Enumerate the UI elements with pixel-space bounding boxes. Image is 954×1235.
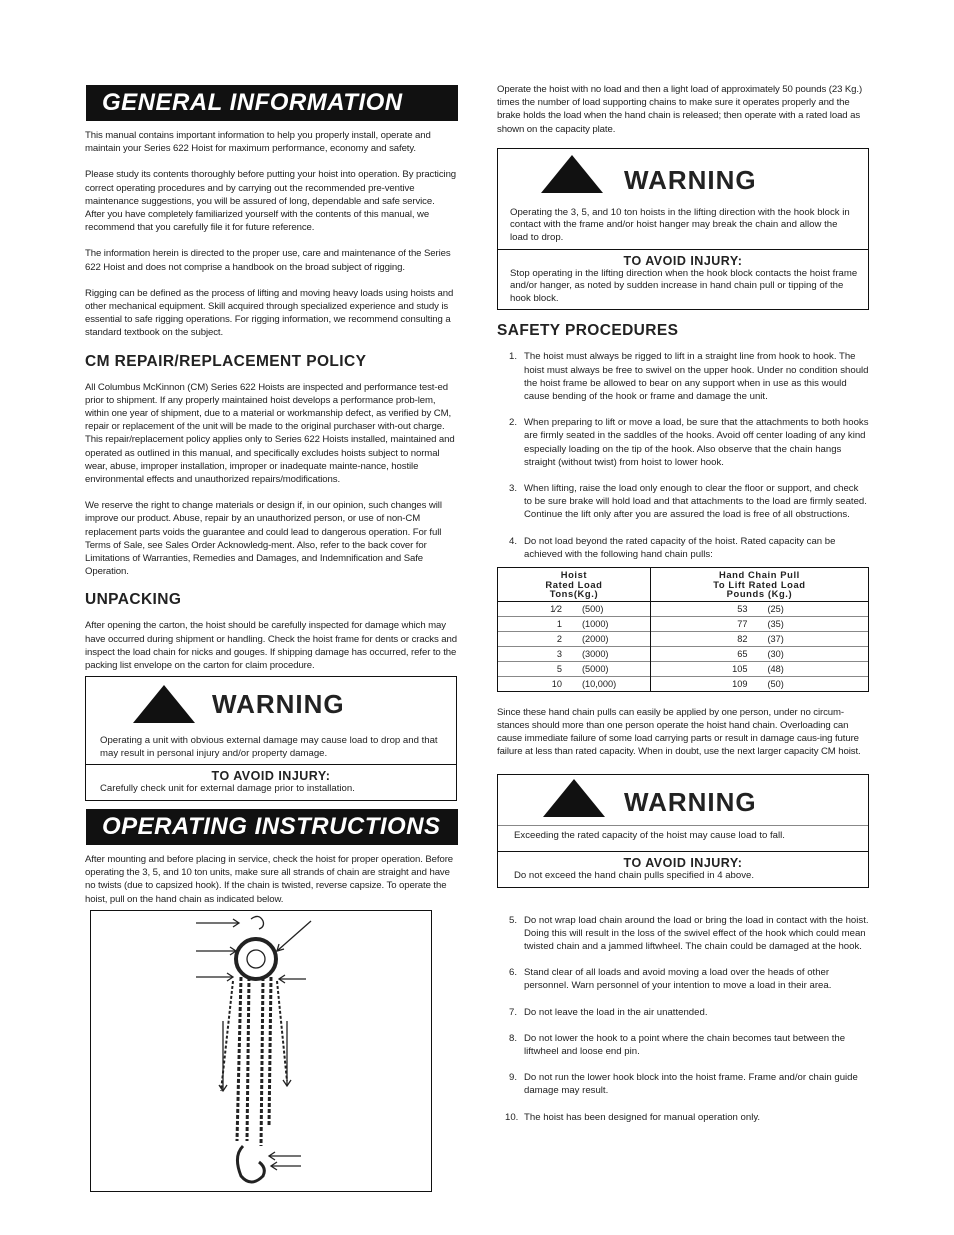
operating-instructions-title: OPERATING INSTRUCTIONS xyxy=(86,809,458,845)
table-row: 5 (5000) 105 (48) xyxy=(498,661,869,676)
list-item: 6. Stand clear of all loads and avoid moving a load over the heads of other personnel. Warn personnel of your intention to move a load in their area. xyxy=(509,967,832,992)
avoid-injury-text: Do not exceed the hand chain pulls specified in 4 above. xyxy=(514,869,755,881)
warning-title: WARNING xyxy=(624,164,757,195)
warning-text: Operating the 3, 5, and 10 ton hoists in the lifting direction with the hook block in contact with the frame and/or hoist hanger may break the chain and allow the load to drop. xyxy=(510,206,850,243)
warning-text: Operating a unit with obvious external damage may cause load to drop and that may result in personal injury and/or property damage. xyxy=(100,735,438,759)
list-item: 9. Do not run the lower hook block into the hoist frame. Frame and/or chain guide damage may result. xyxy=(509,1072,858,1097)
list-item: 2. When preparing to lift or move a load, be sure that the attachments to both hooks are firmly seated in the saddles of the hooks. Avoid off center loading of any kind especially loading on the tip of the hook. Also observe that the chain hangs straight (without twist) from hoist to lower hook. xyxy=(509,417,869,468)
list-item: 1. The hoist must always be rigged to lift in a straight line from hook to hook. The hoist must always be free to swivel on the upper hook. Under no condition should the hoist frame be allowed to bear on any support when in use as this would cause bending of the hook or frame and damage the unit. xyxy=(509,351,869,402)
warning-triangle-icon xyxy=(543,779,605,817)
repair-paragraph: All Columbus McKinnon (CM) Series 622 Hoists are inspected and performance test-ed prior to shipment. If any properly maintained hoist develops a performance prob-lem, within one year of shipment, due to a material or workmanship defect, as verified by CM, repair or replacement of the unit will be made to the original purchaser with-out charge. This repair/replacement policy applies only to Series 622 Hoists installed, maintained and operated as outlined in this manual, and specifically excludes hoists subject to normal wear, abuse, improper installation, improper or inadequate mainte-nance, hostile environmental effects and unauthorized repairs/modifications. xyxy=(85,381,455,486)
unpacking-heading: UNPACKING xyxy=(85,591,182,609)
warning-triangle-icon xyxy=(133,685,195,723)
warning-box-hook-block xyxy=(497,148,869,311)
table-row: 1 (1000) 77 (35) xyxy=(498,616,869,631)
table-row: 3 (3000) 65 (30) xyxy=(498,646,869,661)
list-item: 3. When lifting, raise the load only enough to clear the floor or support, and check to be sure brake will hold load and that attachments to the load are firmly seated. Continue the lift only after you are assured the load is free of all obstructions. xyxy=(509,483,867,521)
table-row: 10 (10,000) 109 (50) xyxy=(498,676,869,691)
warning-title: WARNING xyxy=(624,787,757,818)
hoist-figure xyxy=(90,910,432,1192)
safety-list-a xyxy=(497,350,869,561)
avoid-injury-heading: TO AVOID INJURY: xyxy=(86,764,456,783)
warning-box-capacity xyxy=(497,774,869,887)
safety-list-b xyxy=(497,914,869,1124)
repair-paragraph: We reserve the right to change materials or design if, in our opinion, such changes will improve our product. Abuse, repair by an unauthorized person, or use of non-CM replacement parts voids the guarantee and could lead to dangerous operation. For full Terms of Sale, see Sales Order Acknowledg-ment. Also, refer to the back cover for Limitations of Warranties, Remedies and Damages, and Indemnification and Safe Operation. xyxy=(85,500,442,578)
general-paragraph: The information herein is directed to the proper use, care and maintenance of the Series 622 Hoist and does not comprise a handbook on the broad subject of rigging. xyxy=(85,248,451,273)
operating-paragraph: After mounting and before placing in service, check the hoist for proper operation. Before operating the 3, 5, and 10 ton units, make sure all strands of chain are straight and have no twists (due to capsized hook). If the chain is twisted, reverse capsize. To operate the hoist, pull on the hand chain as indicated below. xyxy=(85,854,454,905)
general-paragraph: This manual contains important information to help you properly install, operate and maintain your Series 622 Hoist for maximum performance, economy and safety. xyxy=(85,130,431,155)
left-column xyxy=(85,85,457,919)
list-item: 4. Do not load beyond the rated capacity of the hoist. Rated capacity can be achieved with the following hand chain pulls: xyxy=(509,535,836,560)
after-table-paragraph: Since these hand chain pulls can easily be applied by one person, under no circum-stances should more than one person operate the hoist hand chain. Overloading can cause immediate failure of some load carrying parts or result in damage caus-ing future failure at less than rated capacity. When in doubt, use the next larger capacity CM hoist. xyxy=(497,706,861,758)
right-column xyxy=(497,83,869,1137)
repair-policy-heading: CM REPAIR/REPLACEMENT POLICY xyxy=(85,352,367,370)
header-hand-chain-pull: Hand Chain Pull To Lift Rated Load Pounds (Kg.) xyxy=(650,568,868,602)
unpacking-paragraph: After opening the carton, the hoist should be carefully inspected for damage which may have occurred during shipment or handling. Check the hoist frame for dents or cracks and inspect the load chain for nicks and gouges. If shipping damage has occurred, refer to the packing list envelope on the carton for claim procedure. xyxy=(85,620,457,672)
header-hoist: Hoist Rated Load Tons(Kg.) xyxy=(498,568,651,602)
safety-procedures-heading: SAFETY PROCEDURES xyxy=(497,322,679,340)
list-item: 8. Do not lower the hook to a point where the chain becomes taut between the liftwheel and loose end pin. xyxy=(509,1032,846,1057)
general-paragraph: After you have completely familiarized yourself with the contents of this manual, we recommend that you carefully file it for future reference. xyxy=(85,209,430,234)
avoid-injury-text: Carefully check unit for external damage prior to installation. xyxy=(100,783,355,795)
avoid-injury-text: Stop operating in the lifting direction when the hook block contacts the hoist frame and/or hanger, as noted by sudden increase in hand chain pull or tipping of the hook block. xyxy=(510,267,858,304)
warning-text: Exceeding the rated capacity of the hoist may cause load to fall. xyxy=(498,825,868,851)
general-paragraph: Please study its contents thoroughly before putting your hoist into operation. By practicing correct operating procedures and by carrying out the recommended pre-ventive maintenance suggestions, you will be assured of long, dependable and safe service. xyxy=(85,169,457,207)
general-paragraph: Rigging can be defined as the process of lifting and moving heavy loads using hoists and other mechanical equipment. Skill acquired through specialized experience and study is essential to safe rigging operations. For rigging information, we recommend consulting a standard textbook on the subject. xyxy=(85,287,454,339)
list-item: 5. Do not wrap load chain around the load or bring the load in contact with the hoist. Doing this will result in the loss of the swivel effect of the hook which could mean twisted chain and a jammed liftwheel. The chain could be damaged at the hook. xyxy=(509,914,869,952)
warning-title: WARNING xyxy=(212,689,345,720)
avoid-injury-heading: TO AVOID INJURY: xyxy=(498,249,868,268)
warning-triangle-icon xyxy=(541,155,603,193)
warning-box-damage xyxy=(85,676,457,801)
table-row: 2 (2000) 82 (37) xyxy=(498,631,869,646)
list-item: 7. Do not leave the load in the air unattended. xyxy=(509,1006,708,1018)
capacity-table xyxy=(497,567,869,692)
list-item: 10. The hoist has been designed for manual operation only. xyxy=(505,1111,761,1123)
intro-paragraph: Operate the hoist with no load and then a light load of approximately 50 pounds (23 Kg.) times the number of load supporting chains to make sure it operates properly and the brake holds the load when the hand chain is released; then operate with a rated load as shown on the capacity plate. xyxy=(497,84,863,135)
table-row: 1⁄2 (500) 53 (25) xyxy=(498,601,869,616)
general-information-title: GENERAL INFORMATION xyxy=(86,85,458,121)
hoist-illustration xyxy=(91,911,431,1191)
table-header-row xyxy=(498,568,869,602)
avoid-injury-heading: TO AVOID INJURY: xyxy=(498,851,868,870)
